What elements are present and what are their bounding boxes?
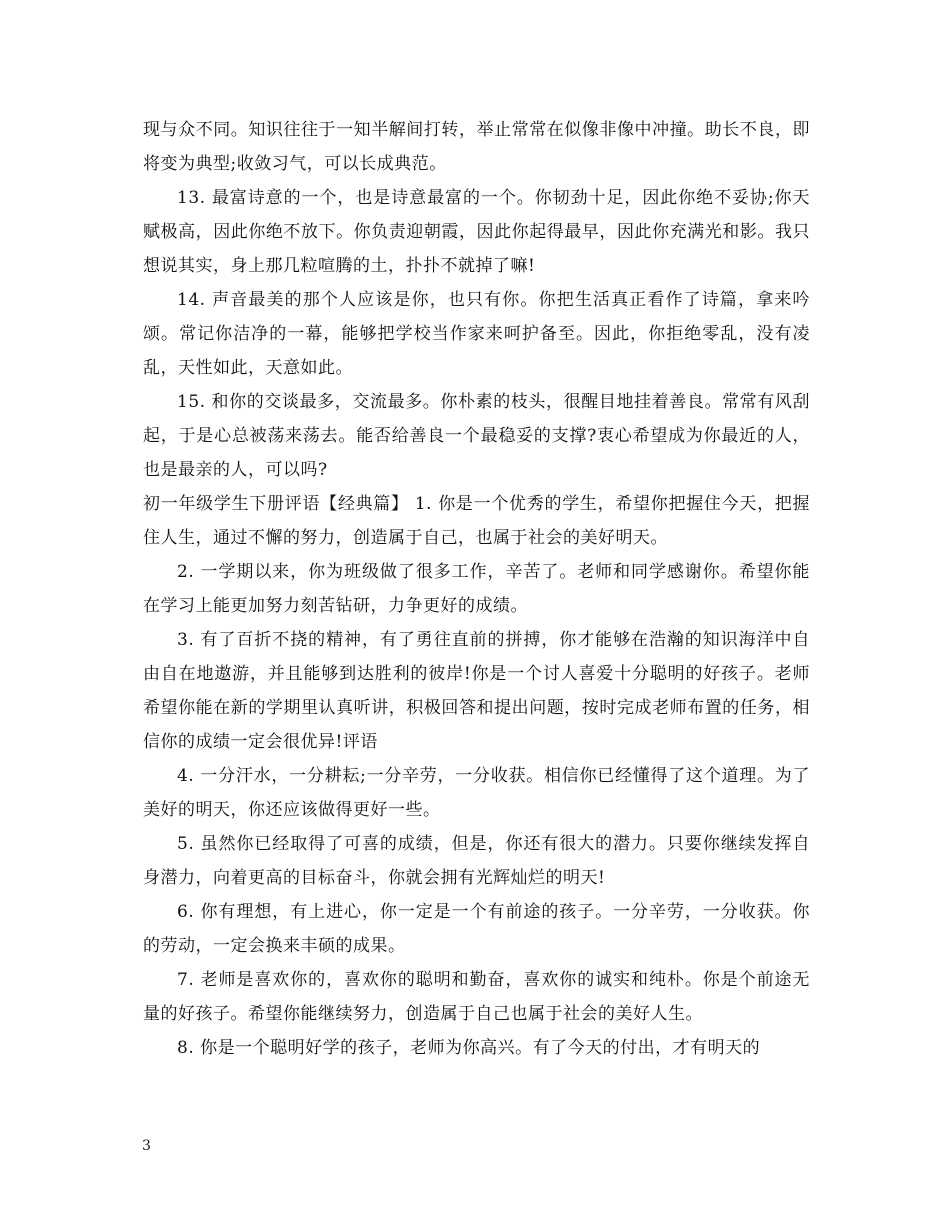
paragraph-item-13: 13. 最富诗意的一个，也是诗意最富的一个。你韧劲十足，因此你绝不妥协;你天赋极高，因此你绝不放下。你负责迎朝霞，因此你起得最早，因此你充满光和影。我只想说其实，身上那几粒喧腾的土，扑扑不就掉了嘛! (143, 188, 810, 276)
paragraph-item-4: 4. 一分汗水，一分耕耘;一分辛劳，一分收获。相信你已经懂得了这个道理。为了美好的明天，你还应该做得更好一些。 (143, 766, 810, 820)
paragraph-item-8: 8. 你是一个聪明好学的孩子，老师为你高兴。有了今天的付出，才有明天的 (177, 1038, 761, 1058)
paragraph-item-6: 6. 你有理想，有上进心，你一定是一个有前途的孩子。一分辛劳，一分收获。你的劳动，一定会换来丰硕的成果。 (143, 902, 810, 956)
paragraph-item-5: 5. 虽然你已经取得了可喜的成绩，但是，你还有很大的潜力。只要你继续发挥自身潜力，向着更高的目标奋斗，你就会拥有光辉灿烂的明天! (143, 834, 810, 888)
paragraph-item-3: 3. 有了百折不挠的精神，有了勇往直前的拼搏，你才能够在浩瀚的知识海洋中自由自在地遨游，并且能够到达胜利的彼岸!你是一个讨人喜爱十分聪明的好孩子。老师希望你能在新的学期里认真听讲，积极回答和提出问题，按时完成老师布置的任务，相信你的成绩一定会很优异!评语 (143, 630, 810, 752)
page-number: 3 (142, 1138, 151, 1154)
paragraph-section-heading-item-1: 初一年级学生下册评语【经典篇】 1. 你是一个优秀的学生，希望你把握住今天，把握住人生，通过不懈的努力，创造属于自己，也属于社会的美好明天。 (143, 494, 810, 548)
paragraph-item-2: 2. 一学期以来，你为班级做了很多工作，辛苦了。老师和同学感谢你。希望你能在学习上能更加努力刻苦钻研，力争更好的成绩。 (143, 562, 810, 616)
paragraph-item-15: 15. 和你的交谈最多，交流最多。你朴素的枝头，很醒目地挂着善良。常常有风刮起，于是心总被荡来荡去。能否给善良一个最稳妥的支撑?衷心希望成为你最近的人，也是最亲的人，可以吗? (143, 392, 810, 480)
paragraph-item-7: 7. 老师是喜欢你的，喜欢你的聪明和勤奋，喜欢你的诚实和纯朴。你是个前途无量的好孩子。希望你能继续努力，创造属于自己也属于社会的美好人生。 (143, 970, 810, 1024)
document-body (143, 113, 810, 1065)
paragraph-continuation: 现与众不同。知识往往于一知半解间打转，举止常常在似像非像中冲撞。助长不良，即将变为典型;收敛习气，可以长成典范。 (143, 120, 810, 174)
paragraph-item-14: 14. 声音最美的那个人应该是你，也只有你。你把生活真正看作了诗篇，拿来吟颂。常记你洁净的一幕，能够把学校当作家来呵护备至。因此，你拒绝零乱，没有凌乱，天性如此，天意如此。 (143, 290, 810, 378)
